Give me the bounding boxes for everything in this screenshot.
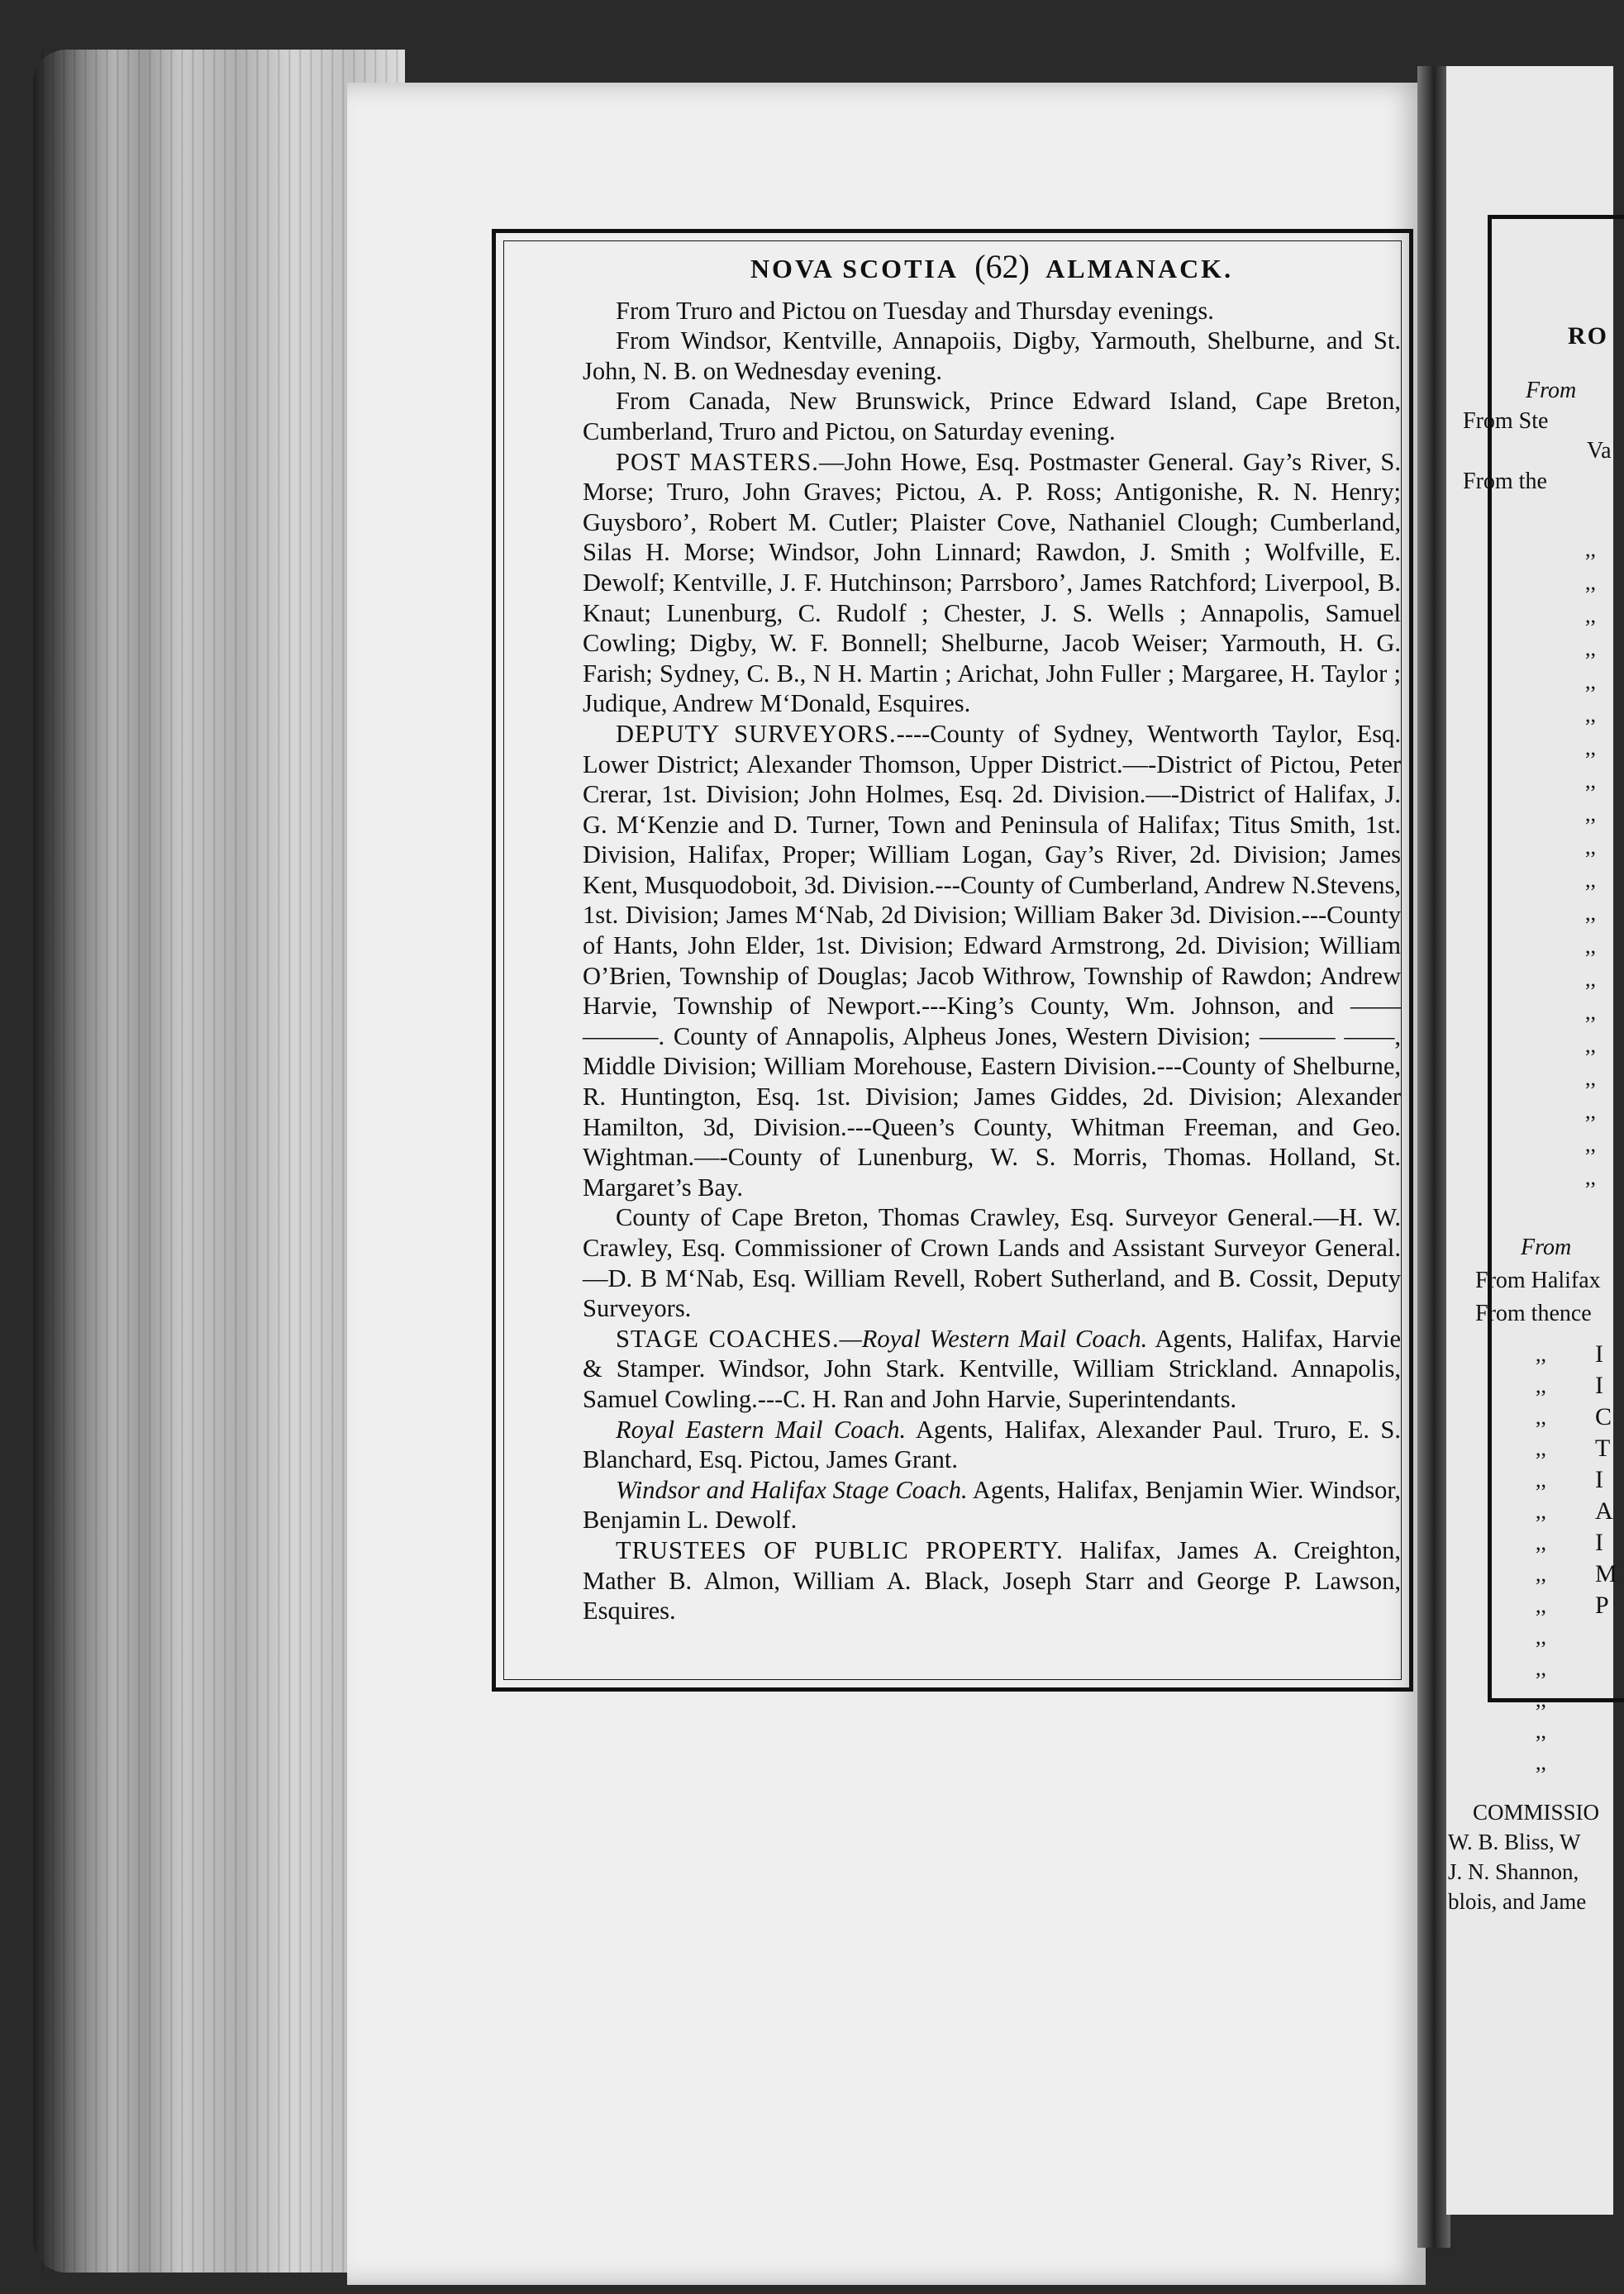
ditto-mark: ,, xyxy=(1536,1468,1546,1492)
section-heading: DEPUTY SURVEYORS. xyxy=(616,719,897,748)
ditto-mark: ,, xyxy=(1536,1687,1546,1711)
coach-name: —Royal Western Mail Coach. xyxy=(839,1324,1148,1353)
paragraph-text: Halifax, James A. Creighton, Mather B. Almon, William A. Black, Joseph Starr and George P. Lawson, Esquires. xyxy=(583,1535,1401,1625)
ditto-mark: ,, xyxy=(1536,1436,1546,1460)
ditto-mark: ,, xyxy=(1585,1132,1596,1156)
right-page-header: RO xyxy=(1568,322,1608,350)
right-page-ditto-column-2 xyxy=(1536,1339,1546,1778)
right-line: Va xyxy=(1587,438,1612,464)
ditto-mark: ,, xyxy=(1585,735,1596,759)
section-heading: STAGE COACHES. xyxy=(616,1324,840,1353)
paragraph-text: Agents, Halifax, Harvie & Stamper. Windsor, John Stark. Kentville, William Strickland. Annapolis, Samuel Cowling.---C. H. Ran and John Harvie, Superintendants. xyxy=(583,1324,1401,1413)
ditto-letter: P xyxy=(1595,1592,1609,1619)
ditto-mark: ,, xyxy=(1585,868,1596,892)
paragraph-post-masters xyxy=(583,447,1401,719)
paragraph-stage-coaches xyxy=(583,1324,1401,1415)
ditto-letter: I xyxy=(1595,1529,1603,1556)
paragraph-text: Agents, Halifax, Benjamin Wier. Windsor, Benjamin L. Dewolf. xyxy=(583,1475,1401,1535)
ditto-mark: ,, xyxy=(1536,1499,1546,1523)
ditto-mark: ,, xyxy=(1585,669,1596,693)
paragraph-text: From Windsor, Kentville, Annapoiis, Digby, Yarmouth, Shelburne, and St. John, N. B. on Wednesday evening. xyxy=(583,326,1401,385)
ditto-mark: ,, xyxy=(1536,1750,1546,1774)
paragraph-deputy-surveyors xyxy=(583,719,1401,1203)
paragraph-mail-truro xyxy=(583,296,1401,326)
ditto-mark: ,, xyxy=(1585,1000,1596,1024)
ditto-mark: ,, xyxy=(1585,769,1596,792)
ditto-mark: ,, xyxy=(1585,835,1596,859)
ditto-mark: ,, xyxy=(1585,636,1596,660)
paragraph-text: —John Howe, Esq. Postmaster General. Gay’s River, S. Morse; Truro, John Graves; Pictou, A. P. Ross; Antigonishe, R. N. Henry; Guysboro’, Robert M. Cutler; Plaister Cove, Nathaniel Clough; Cumberland, Silas H. Morse; Windsor, John Linnard; Rawdon, J. Smith ; Wolfville, E. Dewolf; Kentville, J. F. Hutchinson; Parrsboro’, James Ratchford; Liverpool, B. Knaut; Lunenburg, C. Rudolf ; Chester, J. S. Wells ; Annapolis, Samuel Cowling; Digby, W. F. Bonnell; Shelburne, Jacob Weiser; Yarmouth, H. G. Farish; Sydney, C. B., N H. Martin ; Arichat, John Fuller ; Margaree, H. Taylor ; Judique, Andrew M‘Donald, Esquires. xyxy=(583,447,1401,718)
ditto-letter: T xyxy=(1595,1435,1611,1462)
ditto-mark: ,, xyxy=(1585,1033,1596,1057)
ditto-mark: ,, xyxy=(1585,802,1596,826)
right-line: W. B. Bliss, W xyxy=(1448,1830,1581,1854)
paragraph-text: From Canada, New Brunswick, Prince Edward Island, Cape Breton, Cumberland, Truro and Pictou, on Saturday evening. xyxy=(583,387,1401,445)
paragraph-text: ----County of Sydney, Wentworth Taylor, Esq. Lower District; Alexander Thomson, Upper District.—-District of Pictou, Peter Crerar, 1st. Division; John Holmes, Esq. 2d. Division.—-District of Halifax, J. G. M‘Kenzie and D. Turner, Town and Peninsula of Halifax; Titus Smith, 1st. Division, Halifax, Proper; William Logan, Gay’s River, 2d. Division; James Kent, Musquodoboit, 3d. Division.---County of Cumberland, Andrew N.Stevens, 1st. Division; James M‘Nab, 2d Division; William Baker 3d. Division.---County of Hants, John Elder, 1st. Division; Edward Armstrong, 2d. Division; William O’Brien, Township of Douglas; Jacob Withrow, Township of Rawdon; Andrew Harvie, Township of Newport.---King’s County, Wm. Johnson, and —— ———. County of Annapolis, Alpheus Jones, Western Division; ——— ——, Middle Division; William Morehouse, Eastern Division.---County of Shelburne, R. Huntington, Esq. 1st. Division; James Giddes, 2d. Division; Alexander Hamilton, 3d, Division.---Queen’s County, Whitman Freeman, and Geo. Wightman.—-County of Lunenburg, W. S. Morris, Thomas. Holland, St. Margaret’s Bay. xyxy=(583,719,1401,1202)
right-page-lines xyxy=(1463,376,1612,497)
header-title-left: NOVA SCOTIA xyxy=(750,254,958,283)
right-page-bottom-lines xyxy=(1448,1797,1599,1916)
ditto-mark: ,, xyxy=(1585,967,1596,991)
ditto-mark: ,, xyxy=(1536,1719,1546,1743)
right-line: From thence xyxy=(1475,1301,1592,1326)
paragraph-text: From Truro and Pictou on Tuesday and Thursday evenings. xyxy=(616,296,1214,325)
ditto-mark: ,, xyxy=(1536,1625,1546,1649)
ditto-mark: ,, xyxy=(1585,570,1596,594)
paragraph-text: County of Cape Breton, Thomas Crawley, Esq. Surveyor General.—H. W. Crawley, Esq. Commissioner of Crown Lands and Assistant Surveyor General.—D. B M‘Nab, Esq. William Revell, Robert Sutherland, and B. Cossit, Deputy Surveyors. xyxy=(583,1203,1401,1323)
page-number: (62) xyxy=(974,248,1030,285)
ditto-letter: I xyxy=(1595,1372,1603,1399)
ditto-mark: ,, xyxy=(1585,901,1596,925)
right-page-ditto-column xyxy=(1585,533,1596,1194)
paragraph-text: Agents, Halifax, Alexander Paul. Truro, E. S. Blanchard, Esq. Pictou, James Grant. xyxy=(583,1415,1402,1474)
ditto-mark: ,, xyxy=(1536,1373,1546,1397)
paragraph-windsor-coach xyxy=(583,1475,1401,1535)
right-line: From the xyxy=(1463,468,1547,494)
header-title-right: ALMANACK. xyxy=(1045,254,1234,283)
ditto-mark: ,, xyxy=(1536,1562,1546,1586)
right-line: COMMISSIO xyxy=(1473,1800,1600,1825)
right-line: From xyxy=(1521,1235,1572,1260)
right-line: From xyxy=(1526,378,1577,403)
coach-name: Windsor and Halifax Stage Coach. xyxy=(616,1475,968,1504)
ditto-mark: ,, xyxy=(1585,1066,1596,1090)
ditto-letter: I xyxy=(1595,1340,1603,1368)
page-header xyxy=(583,248,1401,285)
book-gutter xyxy=(1417,66,1450,2248)
right-line: J. N. Shannon, xyxy=(1448,1859,1579,1884)
paragraph-mail-canada xyxy=(583,386,1401,446)
section-heading: TRUSTEES OF PUBLIC PROPERTY. xyxy=(616,1535,1064,1564)
coach-name: Royal Eastern Mail Coach. xyxy=(616,1415,907,1444)
ditto-mark: ,, xyxy=(1585,603,1596,627)
ditto-mark: ,, xyxy=(1536,1342,1546,1366)
ditto-letter: I xyxy=(1595,1466,1603,1493)
right-line: From Ste xyxy=(1463,407,1549,434)
paragraph-trustees xyxy=(583,1535,1401,1626)
ditto-mark: ,, xyxy=(1536,1656,1546,1680)
right-line: From Halifax xyxy=(1475,1268,1601,1293)
ditto-mark: ,, xyxy=(1585,537,1596,561)
paragraph-mail-windsor xyxy=(583,326,1401,386)
paragraph-cape-breton xyxy=(583,1202,1401,1323)
ditto-mark: ,, xyxy=(1585,1165,1596,1189)
paragraph-eastern-coach xyxy=(583,1415,1401,1475)
right-line: blois, and Jame xyxy=(1448,1889,1587,1914)
ditto-letter: M xyxy=(1595,1560,1617,1587)
ditto-letter: C xyxy=(1595,1403,1612,1430)
ditto-mark: ,, xyxy=(1536,1530,1546,1554)
ditto-mark: ,, xyxy=(1536,1593,1546,1617)
ditto-mark: ,, xyxy=(1536,1405,1546,1429)
section-heading: POST MASTERS. xyxy=(616,447,819,476)
ditto-mark: ,, xyxy=(1585,934,1596,958)
right-page-mid-lines xyxy=(1475,1231,1601,1330)
ditto-mark: ,, xyxy=(1585,702,1596,726)
page-content xyxy=(583,248,1402,1657)
ditto-mark: ,, xyxy=(1585,1099,1596,1123)
right-page-ditto-letters xyxy=(1595,1339,1617,1621)
ditto-letter: A xyxy=(1595,1497,1613,1525)
